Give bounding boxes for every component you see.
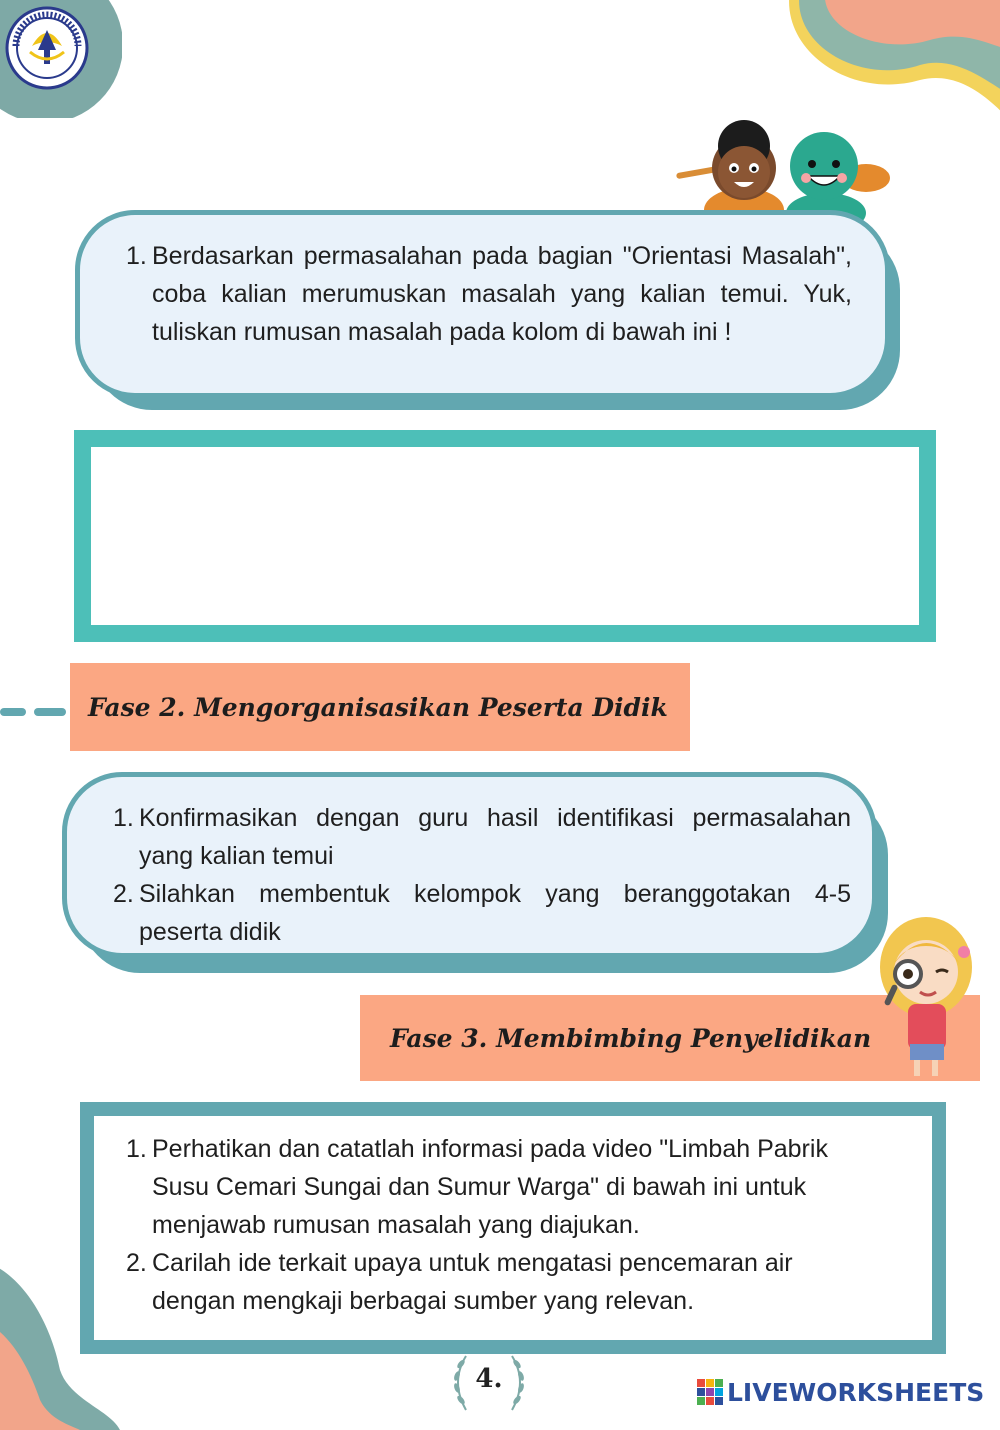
list-item [113, 875, 851, 951]
page-number-badge [444, 1350, 534, 1414]
university-logo [0, 0, 122, 118]
list-number: 1. [126, 242, 147, 270]
liveworksheets-logo-icon [697, 1379, 723, 1405]
girl-with-magnifier-illustration [868, 912, 986, 1082]
instruction-text: Silahkan membentuk kelompok yang beranggotakan 4-5 peserta didik [139, 880, 851, 946]
problem-formulation-answer-box[interactable] [74, 430, 936, 642]
instruction-text: Perhatikan dan catatlah informasi pada video "Limbah Pabrik Susu Cemari Sungai dan Sumur Warga" di bawah ini untuk menjawab rumusan masalah yang diajukan. [152, 1135, 828, 1239]
instruction-text: Berdasarkan permasalahan pada bagian "Orientasi Masalah", coba kalian merumuskan masalah yang kalian temui. Yuk, tuliskan rumusan masalah pada kolom di bawah ini ! [152, 242, 852, 346]
instruction-text: Carilah ide terkait upaya untuk mengatasi pencemaran air dengan mengkaji berbagai sumber yang relevan. [152, 1249, 793, 1315]
phase-2-heading [70, 663, 690, 751]
problem-formulation-instruction-card [75, 210, 890, 398]
list-number: 1. [113, 804, 134, 832]
instruction-list [126, 1130, 882, 1320]
instruction-list [126, 237, 852, 351]
phase-3-title: Fase 3. Membimbing Penyelidikan [390, 1023, 872, 1053]
list-item [126, 1244, 882, 1320]
phase-2-instruction-card [62, 772, 877, 958]
page-number: 4. [475, 1364, 503, 1394]
list-number: 2. [126, 1249, 147, 1277]
instruction-list [113, 799, 851, 951]
liveworksheets-watermark [697, 1374, 984, 1410]
phase-3-instruction-box [80, 1102, 946, 1354]
list-number: 2. [113, 880, 134, 908]
list-item [126, 237, 852, 351]
list-number: 1. [126, 1135, 147, 1163]
list-item [113, 799, 851, 875]
decorative-dash [34, 708, 66, 716]
decorative-dash [0, 708, 26, 716]
list-item [126, 1130, 882, 1244]
instruction-text: Konfirmasikan dengan guru hasil identifikasi permasalahan yang kalian temui [139, 804, 851, 870]
watermark-text: LIVEWORKSHEETS [727, 1377, 985, 1407]
phase-2-title: Fase 2. Mengorganisasikan Peserta Didik [88, 692, 668, 722]
